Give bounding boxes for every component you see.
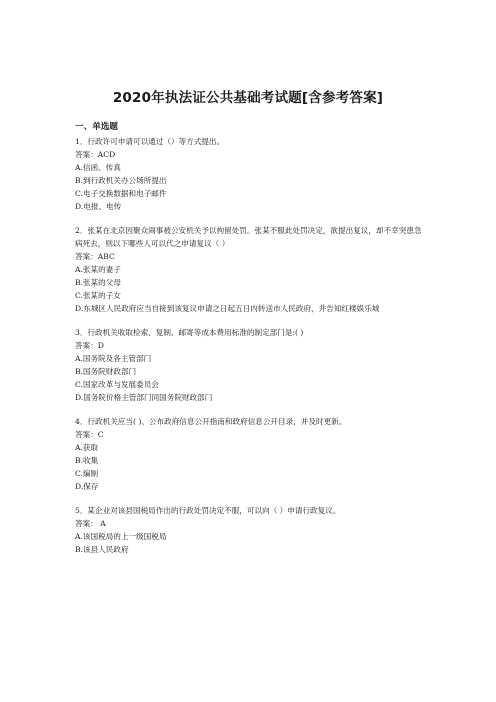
option-d: D.国务院价格主管部门同国务院财政部门 (75, 393, 213, 402)
option-c: C.张某的子女 (75, 291, 121, 300)
question-answer: 答案：ABC (75, 252, 115, 261)
question-stem: 2．张某在北京因聚众闹事被公安机关予以拘留处罚。张某不服此处罚决定，欲提出复议，却不幸突患急病死去，则以下哪些人可以代之申请复议（ ） (75, 226, 422, 248)
question-answer: 答案：C (75, 430, 104, 439)
question-list (75, 121, 425, 556)
question-stem: 3．行政机关收取检索、复制、邮寄等成本费用标准的制定部门是:( ) (75, 328, 304, 337)
option-d: D.保存 (75, 482, 99, 491)
question-stem: 1．行政许可申请可以通过（）等方式提出。 (75, 137, 225, 146)
section-heading: 一、单选题 (75, 122, 118, 132)
option-b: B.到行政机关办公场所提出 (75, 176, 167, 185)
option-d: D.电报、电传 (75, 202, 122, 211)
option-d: D.东城区人民政府应当自接到该复议申请之日起五日内转送市人民政府，并告知红楼娱乐城 (75, 304, 380, 313)
option-a: A.国务院及各主管部门 (75, 354, 152, 363)
question-3 (75, 326, 425, 404)
question-4 (75, 415, 425, 493)
question-1 (75, 135, 425, 213)
option-b: B.该县人民政府 (75, 545, 129, 554)
question-answer: 答案： A (75, 519, 106, 528)
option-b: B.收集 (75, 456, 99, 465)
option-a: A.获取 (75, 443, 99, 452)
question-5 (75, 504, 425, 556)
option-c: C.编制 (75, 469, 99, 478)
option-a: A.该国税局的上一级国税局 (75, 532, 167, 541)
question-stem: 4．行政机关应当( )、公布政府信息公开指南和政府信息公开目录，并及时更新。 (75, 417, 347, 426)
question-2 (75, 224, 425, 315)
option-c: C.电子交换数据和电子邮件 (75, 189, 167, 198)
option-a: A.张某的妻子 (75, 265, 121, 274)
question-answer: 答案：ACD (75, 150, 116, 159)
option-b: B.张某的父母 (75, 278, 121, 287)
option-c: C.国家改革与发展委员会 (75, 380, 159, 389)
option-b: B.国务院财政部门 (75, 367, 137, 376)
question-stem: 5．某企业对该县国税局作出的行政处罚决定不服，可以向（ ）申请行政复议。 (75, 506, 341, 515)
document-title: 2020年执法证公共基础考试题[含参考答案] (112, 90, 384, 106)
question-answer: 答案：D (75, 341, 104, 350)
option-a: A.信函、传真 (75, 163, 121, 172)
